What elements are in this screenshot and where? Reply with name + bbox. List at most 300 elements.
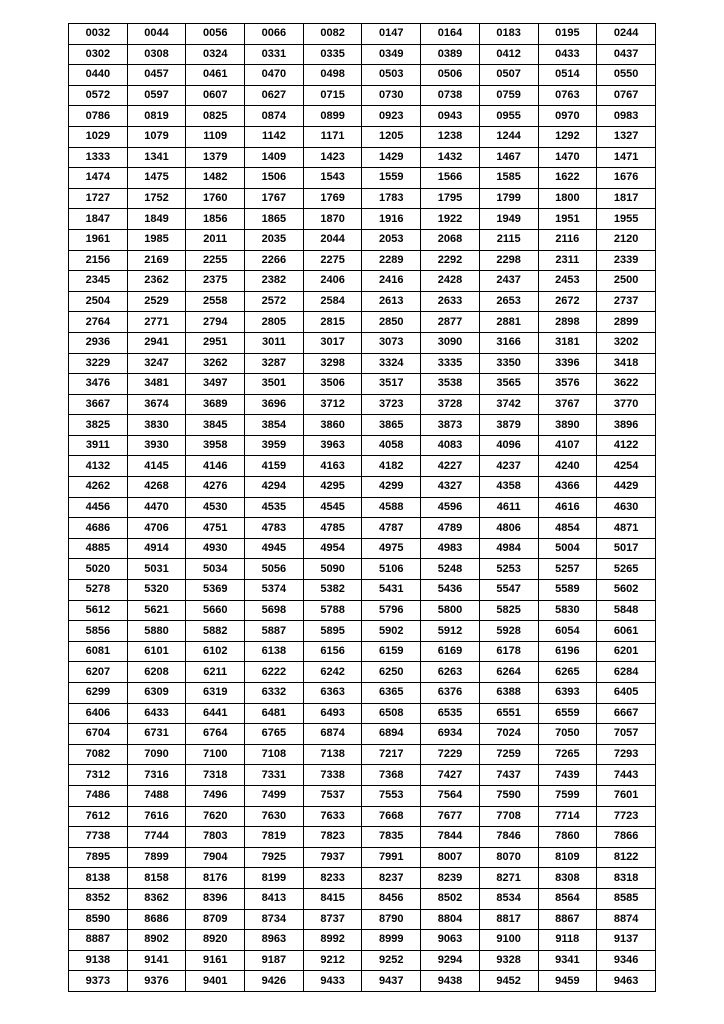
table-cell: 0183 <box>479 24 538 45</box>
table-cell: 8502 <box>421 888 480 909</box>
table-row <box>69 126 656 147</box>
table-cell: 1847 <box>69 209 128 230</box>
table-row <box>69 291 656 312</box>
table-row <box>69 415 656 436</box>
table-cell: 1079 <box>127 126 186 147</box>
table-cell: 6393 <box>538 683 597 704</box>
table-row <box>69 662 656 683</box>
table-cell: 8158 <box>127 868 186 889</box>
table-cell: 1783 <box>362 188 421 209</box>
table-cell: 6178 <box>479 641 538 662</box>
table-cell: 1795 <box>421 188 480 209</box>
table-cell: 2613 <box>362 291 421 312</box>
table-row <box>69 930 656 951</box>
table-cell: 1559 <box>362 168 421 189</box>
table-cell: 0970 <box>538 106 597 127</box>
table-cell: 5698 <box>245 600 304 621</box>
table-cell: 9463 <box>597 971 656 992</box>
table-row <box>69 538 656 559</box>
table-cell: 1341 <box>127 147 186 168</box>
table-cell: 5034 <box>186 559 245 580</box>
table-row <box>69 65 656 86</box>
table-cell: 2936 <box>69 332 128 353</box>
table-cell: 2169 <box>127 250 186 271</box>
table-cell: 4268 <box>127 477 186 498</box>
table-row <box>69 744 656 765</box>
table-cell: 1566 <box>421 168 480 189</box>
table-cell: 2011 <box>186 229 245 250</box>
table-cell: 4789 <box>421 518 480 539</box>
table-cell: 5106 <box>362 559 421 580</box>
table-cell: 8138 <box>69 868 128 889</box>
table-cell: 1800 <box>538 188 597 209</box>
table-cell: 0503 <box>362 65 421 86</box>
table-row <box>69 909 656 930</box>
table-cell: 7677 <box>421 806 480 827</box>
table-cell: 4596 <box>421 497 480 518</box>
table-cell: 4163 <box>303 456 362 477</box>
table-cell: 9187 <box>245 950 304 971</box>
table-cell: 2416 <box>362 271 421 292</box>
table-cell: 9252 <box>362 950 421 971</box>
table-cell: 7050 <box>538 724 597 745</box>
table-row <box>69 374 656 395</box>
table-cell: 5788 <box>303 600 362 621</box>
table-cell: 3845 <box>186 415 245 436</box>
table-cell: 7860 <box>538 827 597 848</box>
table-cell: 6196 <box>538 641 597 662</box>
table-cell: 6667 <box>597 703 656 724</box>
table-cell: 3324 <box>362 353 421 374</box>
table-cell: 7265 <box>538 744 597 765</box>
table-cell: 1961 <box>69 229 128 250</box>
table-cell: 1799 <box>479 188 538 209</box>
table-row <box>69 353 656 374</box>
table-cell: 9212 <box>303 950 362 971</box>
table-cell: 3298 <box>303 353 362 374</box>
table-cell: 5320 <box>127 580 186 601</box>
table-cell: 8070 <box>479 847 538 868</box>
table-row <box>69 106 656 127</box>
table-cell: 1951 <box>538 209 597 230</box>
table-cell: 3860 <box>303 415 362 436</box>
table-cell: 7537 <box>303 785 362 806</box>
number-table-body <box>69 24 656 992</box>
table-cell: 0440 <box>69 65 128 86</box>
table-cell: 0302 <box>69 44 128 65</box>
table-cell: 3090 <box>421 332 480 353</box>
table-row <box>69 456 656 477</box>
table-cell: 2068 <box>421 229 480 250</box>
table-cell: 4429 <box>597 477 656 498</box>
table-cell: 5612 <box>69 600 128 621</box>
table-cell: 3181 <box>538 332 597 353</box>
table-cell: 8734 <box>245 909 304 930</box>
table-cell: 1856 <box>186 209 245 230</box>
table-cell: 0715 <box>303 85 362 106</box>
table-cell: 7108 <box>245 744 304 765</box>
table-cell: 7259 <box>479 744 538 765</box>
table-cell: 1379 <box>186 147 245 168</box>
table-cell: 8239 <box>421 868 480 889</box>
table-cell: 2120 <box>597 229 656 250</box>
table-row <box>69 580 656 601</box>
table-cell: 2653 <box>479 291 538 312</box>
table-cell: 7846 <box>479 827 538 848</box>
table-cell: 7895 <box>69 847 128 868</box>
table-cell: 4295 <box>303 477 362 498</box>
table-cell: 8534 <box>479 888 538 909</box>
table-cell: 0514 <box>538 65 597 86</box>
table-row <box>69 209 656 230</box>
table-cell: 5382 <box>303 580 362 601</box>
table-cell: 5265 <box>597 559 656 580</box>
table-cell: 6156 <box>303 641 362 662</box>
table-cell: 7437 <box>479 765 538 786</box>
table-cell: 4535 <box>245 497 304 518</box>
table-cell: 3696 <box>245 394 304 415</box>
table-cell: 7612 <box>69 806 128 827</box>
table-cell: 2805 <box>245 312 304 333</box>
table-cell: 8585 <box>597 888 656 909</box>
table-cell: 5589 <box>538 580 597 601</box>
table-cell: 2794 <box>186 312 245 333</box>
table-cell: 3959 <box>245 435 304 456</box>
table-cell: 8456 <box>362 888 421 909</box>
table-cell: 0147 <box>362 24 421 45</box>
table-cell: 6765 <box>245 724 304 745</box>
table-cell: 7082 <box>69 744 128 765</box>
table-cell: 5856 <box>69 621 128 642</box>
table-row <box>69 332 656 353</box>
table-cell: 6264 <box>479 662 538 683</box>
table-cell: 7633 <box>303 806 362 827</box>
table-cell: 5257 <box>538 559 597 580</box>
number-table <box>68 23 656 992</box>
table-cell: 2584 <box>303 291 362 312</box>
table-cell: 0066 <box>245 24 304 45</box>
table-cell: 6406 <box>69 703 128 724</box>
table-cell: 0955 <box>479 106 538 127</box>
table-cell: 4854 <box>538 518 597 539</box>
table-cell: 8920 <box>186 930 245 951</box>
table-row <box>69 24 656 45</box>
table-cell: 8176 <box>186 868 245 889</box>
table-cell: 0349 <box>362 44 421 65</box>
table-cell: 1244 <box>479 126 538 147</box>
table-row <box>69 621 656 642</box>
table-cell: 5848 <box>597 600 656 621</box>
table-cell: 2941 <box>127 332 186 353</box>
table-row <box>69 85 656 106</box>
table-cell: 7439 <box>538 765 597 786</box>
table-cell: 0763 <box>538 85 597 106</box>
table-cell: 0164 <box>421 24 480 45</box>
table-cell: 3229 <box>69 353 128 374</box>
table-cell: 4611 <box>479 497 538 518</box>
table-cell: 4785 <box>303 518 362 539</box>
table-cell: 6704 <box>69 724 128 745</box>
table-cell: 3350 <box>479 353 538 374</box>
table-cell: 7616 <box>127 806 186 827</box>
table-cell: 5928 <box>479 621 538 642</box>
table-cell: 5621 <box>127 600 186 621</box>
table-cell: 8590 <box>69 909 128 930</box>
table-cell: 4096 <box>479 435 538 456</box>
table-cell: 7835 <box>362 827 421 848</box>
table-cell: 7723 <box>597 806 656 827</box>
table-cell: 1171 <box>303 126 362 147</box>
table-cell: 4237 <box>479 456 538 477</box>
table-cell: 5882 <box>186 621 245 642</box>
table-cell: 7714 <box>538 806 597 827</box>
table-cell: 1205 <box>362 126 421 147</box>
table-cell: 4706 <box>127 518 186 539</box>
table-cell: 0461 <box>186 65 245 86</box>
table-cell: 5031 <box>127 559 186 580</box>
table-cell: 2815 <box>303 312 362 333</box>
table-cell: 6894 <box>362 724 421 745</box>
table-cell: 0607 <box>186 85 245 106</box>
table-cell: 8686 <box>127 909 186 930</box>
table-cell: 8109 <box>538 847 597 868</box>
table-cell: 0572 <box>69 85 128 106</box>
table-cell: 4294 <box>245 477 304 498</box>
table-cell: 1865 <box>245 209 304 230</box>
table-cell: 0597 <box>127 85 186 106</box>
table-cell: 2572 <box>245 291 304 312</box>
table-row <box>69 971 656 992</box>
table-cell: 9373 <box>69 971 128 992</box>
table-cell: 1543 <box>303 168 362 189</box>
table-cell: 3911 <box>69 435 128 456</box>
table-row <box>69 250 656 271</box>
table-row <box>69 271 656 292</box>
table-cell: 9376 <box>127 971 186 992</box>
table-cell: 8318 <box>597 868 656 889</box>
table-cell: 7823 <box>303 827 362 848</box>
table-cell: 0331 <box>245 44 304 65</box>
table-cell: 2266 <box>245 250 304 271</box>
table-cell: 2375 <box>186 271 245 292</box>
table-cell: 2881 <box>479 312 538 333</box>
table-cell: 7338 <box>303 765 362 786</box>
table-cell: 7904 <box>186 847 245 868</box>
table-cell: 4327 <box>421 477 480 498</box>
table-cell: 3538 <box>421 374 480 395</box>
table-cell: 0899 <box>303 106 362 127</box>
table-cell: 5056 <box>245 559 304 580</box>
table-cell: 3166 <box>479 332 538 353</box>
table-cell: 9294 <box>421 950 480 971</box>
table-cell: 4686 <box>69 518 128 539</box>
table-cell: 0044 <box>127 24 186 45</box>
table-cell: 4806 <box>479 518 538 539</box>
table-cell: 4146 <box>186 456 245 477</box>
table-cell: 4132 <box>69 456 128 477</box>
table-cell: 5090 <box>303 559 362 580</box>
table-row <box>69 497 656 518</box>
table-cell: 4456 <box>69 497 128 518</box>
table-cell: 2771 <box>127 312 186 333</box>
table-row <box>69 765 656 786</box>
table-cell: 9100 <box>479 930 538 951</box>
table-cell: 0244 <box>597 24 656 45</box>
table-cell: 4262 <box>69 477 128 498</box>
table-cell: 4588 <box>362 497 421 518</box>
table-cell: 7937 <box>303 847 362 868</box>
table-cell: 0767 <box>597 85 656 106</box>
table-cell: 1817 <box>597 188 656 209</box>
table-row <box>69 312 656 333</box>
table-cell: 6934 <box>421 724 480 745</box>
table-cell: 7738 <box>69 827 128 848</box>
table-cell: 2899 <box>597 312 656 333</box>
table-cell: 2311 <box>538 250 597 271</box>
table-cell: 8415 <box>303 888 362 909</box>
table-row <box>69 229 656 250</box>
table-cell: 3497 <box>186 374 245 395</box>
table-cell: 7443 <box>597 765 656 786</box>
table-cell: 2053 <box>362 229 421 250</box>
table-cell: 8233 <box>303 868 362 889</box>
table-cell: 1238 <box>421 126 480 147</box>
table-cell: 2289 <box>362 250 421 271</box>
table-cell: 2035 <box>245 229 304 250</box>
table-cell: 4276 <box>186 477 245 498</box>
table-row <box>69 641 656 662</box>
table-cell: 3712 <box>303 394 362 415</box>
table-cell: 0550 <box>597 65 656 86</box>
table-cell: 1916 <box>362 209 421 230</box>
table-cell: 4530 <box>186 497 245 518</box>
table-cell: 4984 <box>479 538 538 559</box>
table-cell: 2339 <box>597 250 656 271</box>
table-cell: 5796 <box>362 600 421 621</box>
table-cell: 2406 <box>303 271 362 292</box>
table-cell: 5912 <box>421 621 480 642</box>
table-cell: 0627 <box>245 85 304 106</box>
table-cell: 9138 <box>69 950 128 971</box>
table-cell: 2500 <box>597 271 656 292</box>
table-cell: 7564 <box>421 785 480 806</box>
table-cell: 8413 <box>245 888 304 909</box>
table-cell: 5374 <box>245 580 304 601</box>
table-cell: 7486 <box>69 785 128 806</box>
table-cell: 4299 <box>362 477 421 498</box>
table-cell: 8122 <box>597 847 656 868</box>
table-cell: 4954 <box>303 538 362 559</box>
table-cell: 3879 <box>479 415 538 436</box>
table-cell: 3674 <box>127 394 186 415</box>
table-cell: 5369 <box>186 580 245 601</box>
table-cell: 4366 <box>538 477 597 498</box>
table-cell: 0759 <box>479 85 538 106</box>
table-row <box>69 724 656 745</box>
table-cell: 0923 <box>362 106 421 127</box>
table-cell: 7368 <box>362 765 421 786</box>
table-cell: 0437 <box>597 44 656 65</box>
table-cell: 5660 <box>186 600 245 621</box>
table-cell: 4751 <box>186 518 245 539</box>
table-cell: 2275 <box>303 250 362 271</box>
table-cell: 9438 <box>421 971 480 992</box>
table-cell: 8817 <box>479 909 538 930</box>
table-cell: 7991 <box>362 847 421 868</box>
table-cell: 2428 <box>421 271 480 292</box>
table-cell: 7100 <box>186 744 245 765</box>
table-cell: 4616 <box>538 497 597 518</box>
table-cell: 4083 <box>421 435 480 456</box>
table-cell: 1429 <box>362 147 421 168</box>
table-cell: 1142 <box>245 126 304 147</box>
table-cell: 6388 <box>479 683 538 704</box>
table-cell: 9118 <box>538 930 597 951</box>
table-row <box>69 600 656 621</box>
table-cell: 1955 <box>597 209 656 230</box>
table-cell: 6284 <box>597 662 656 683</box>
table-cell: 5830 <box>538 600 597 621</box>
table-cell: 3011 <box>245 332 304 353</box>
table-cell: 7599 <box>538 785 597 806</box>
table-cell: 9341 <box>538 950 597 971</box>
table-cell: 9063 <box>421 930 480 951</box>
table-cell: 8362 <box>127 888 186 909</box>
table-cell: 3890 <box>538 415 597 436</box>
table-cell: 7024 <box>479 724 538 745</box>
table-cell: 2529 <box>127 291 186 312</box>
table-cell: 7866 <box>597 827 656 848</box>
table-cell: 1333 <box>69 147 128 168</box>
table-cell: 7601 <box>597 785 656 806</box>
table-cell: 4182 <box>362 456 421 477</box>
table-row <box>69 827 656 848</box>
table-cell: 2850 <box>362 312 421 333</box>
table-cell: 4930 <box>186 538 245 559</box>
table-cell: 7819 <box>245 827 304 848</box>
table-cell: 6764 <box>186 724 245 745</box>
table-cell: 3896 <box>597 415 656 436</box>
table-cell: 3958 <box>186 435 245 456</box>
table-cell: 3825 <box>69 415 128 436</box>
table-cell: 6319 <box>186 683 245 704</box>
table-cell: 9433 <box>303 971 362 992</box>
table-cell: 5436 <box>421 580 480 601</box>
table-cell: 6441 <box>186 703 245 724</box>
table-cell: 1482 <box>186 168 245 189</box>
table-cell: 3287 <box>245 353 304 374</box>
table-cell: 7090 <box>127 744 186 765</box>
table-cell: 3506 <box>303 374 362 395</box>
table-cell: 2558 <box>186 291 245 312</box>
table-cell: 1922 <box>421 209 480 230</box>
table-cell: 6551 <box>479 703 538 724</box>
table-cell: 2764 <box>69 312 128 333</box>
table-cell: 1985 <box>127 229 186 250</box>
table-cell: 2362 <box>127 271 186 292</box>
table-cell: 6101 <box>127 641 186 662</box>
table-cell: 6102 <box>186 641 245 662</box>
table-cell: 1676 <box>597 168 656 189</box>
table-row <box>69 44 656 65</box>
table-cell: 7620 <box>186 806 245 827</box>
table-cell: 0825 <box>186 106 245 127</box>
table-cell: 9437 <box>362 971 421 992</box>
table-cell: 6299 <box>69 683 128 704</box>
table-cell: 5887 <box>245 621 304 642</box>
table-cell: 3622 <box>597 374 656 395</box>
table-cell: 0056 <box>186 24 245 45</box>
